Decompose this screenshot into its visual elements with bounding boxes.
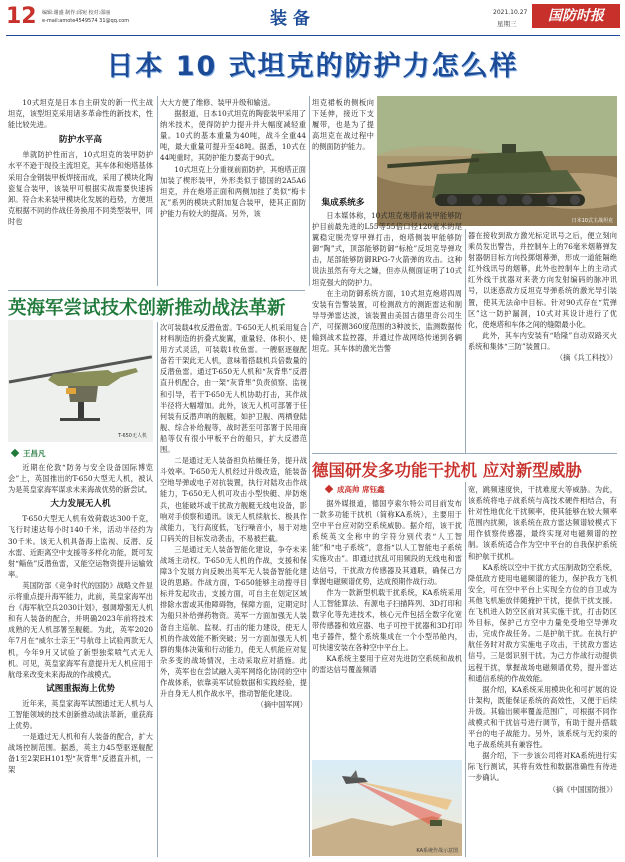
header-rule [6, 35, 620, 36]
a1-paragraph: 据报道，日本10式坦克的陶瓷装甲采用了纳米技术，使得防护力提升并大幅度减轻重量。10式的基本重量为40吨，战斗全重44吨，最大重量可提升至48吨。据悉，10式在44吨重时，其防护能力要高于90式。 [160, 109, 306, 163]
a3-paragraph: 作为一款新型机载干扰系统，KA系统采用人工智能算法、有源电子扫描阵列、3D打印和数字化等先进技术，核心元件包括全数字化宽带传感器和效应器、电子可控干扰器和3D打印电子器件，整个系统集成在一个小型吊舱内，可快速安装在各种空中平台上。 [312, 587, 462, 653]
article1-title: 日本 10 式坦克的防护力怎么样 [106, 51, 519, 82]
editor-credits: 编辑:谢盛 制作:邱宛 校对:邵丽 [42, 10, 111, 16]
ka-system-illustration [312, 760, 462, 856]
a1-subheading: 防护水平高 [59, 135, 102, 146]
article3-col2 [468, 484, 617, 795]
a1-paragraph: 10式坦克是日本自主研发的新一代主战坦克，该型坦克采用诸多革命性的新技术，性能比较先进。 [8, 98, 153, 130]
a1-paragraph: 在主动防御系统方面，10式坦克炮塔四周安装有告警装置，可检测敌方的测距雷达和制导导弹雷达波，该装置由美国古德里奇公司生产，可探测360度范围的3种波长，监测数据传输到战术监控器，并通过作战网络传递到各辆坦克。其车体的激光告警 [312, 288, 462, 354]
article2-col2 [160, 322, 307, 710]
a2-subheading: 试图重振海上优势 [46, 683, 115, 694]
a1-source: （摘《兵工科技》） [555, 353, 617, 363]
article1-col4 [468, 230, 617, 363]
tank-photo [377, 96, 617, 226]
author-icon [325, 485, 333, 493]
a2-paragraph: T-650大型无人机有效荷载达300千克，飞行时速达每小时140千米，活动半径约为30千米。该无人机具备海上监视、反潜、反水雷、近距离空中支援等多样化功能，既可发射“鲻鱼”反潜鱼雷，又能空运物资提升运输效率。 [8, 514, 153, 579]
a2-author-name: 王昌凡 [23, 449, 46, 458]
article3-title: 德国研发多功能干扰机 应对新型威胁 [312, 461, 582, 480]
a1-paragraph: 此外，其车内安装有“哈隆”自动双路灭火系统和集体“三防”装置口。 [468, 330, 617, 351]
issue-date: 2021.10.27 [493, 9, 528, 16]
editor-email: e-mail:amote4549574 31@qq.com [42, 18, 130, 24]
masthead-logo: 国防时报 [532, 4, 620, 28]
author-icon [11, 449, 19, 457]
article-divider [8, 290, 305, 291]
page-number: 12 [6, 4, 37, 29]
article3-col1 [312, 498, 462, 676]
a3-paragraph: KA系统主要用于应对先进防空系统和战机的雷达信号覆盖频谱 [312, 654, 462, 675]
a2-paragraph: 近年来，英皇家海军试图通过无人机与人工智能领域的技术创新推动战法革新，重获海上优势。 [8, 698, 153, 731]
drone-image [8, 320, 153, 442]
article1-col3 [312, 97, 374, 209]
a1-paragraph: 单就防护性而言，10式坦克的装甲防护水平不逊于现役主流坦克，其车体和炮塔基体采用合金钢装甲板焊接而成，采用了模块化陶瓷复合装甲，该装甲可根据实战需要快速拆卸。符合未来装甲模块化发展的趋势，方便坦克根据不同的作战任务换用不同类型装甲，同时也 [8, 150, 153, 226]
a1-paragraph: 器在接收到敌方激光标定讯号之后，便立刻向乘员发出警告，并控制车上的76毫米烟幕弹发射器朝目标方向投掷烟幕弹，形成一道能隔绝红外线讯号的烟幕，此外也控制车上的主动式红外线干扰器对来袭方向发射编码的脉冲讯号，以迷惑敌方反坦克导弹系统的激光导引装置，使其无法命中目标。针对90式存在“荒弹区”这一防护漏洞，10式对其设计进行了优化，使炮塔和车体之间的缝隙最小化。 [468, 231, 617, 329]
article2-title: 英海军尝试技术创新推动战法革新 [8, 298, 286, 319]
a2-paragraph: 次可装载4枚反潜鱼雷。T-650无人机采用复合材料制造的折叠式旋翼，重量轻、体积小、使用方式灵活，可装载1枚鱼雷。一艘驱逐舰配备若干架此无人机，意味着搭载机兵倍数量的反潜鱼雷。通过T-650无人机和“灰背隼”反潜直升机配合，由一架“灰背隼”负责侦察、监视和引导，若干T-650无人机协助打击，其作战半径将大幅增加。此外，该无人机可部署于任何装有反潜声呐的舰艇，如护卫舰、两栖登陆舰、综合补给舰等，战时甚至可部署于民用商船等仅有很小甲板平台的船只，扩大反潜范围。 [160, 323, 307, 455]
issue-weekday: 星期三 [497, 20, 517, 28]
a3-paragraph: 据介绍，下一步该公司将对KA系统进行实际飞行测试，其将有效性和数据准确性有待进一步确认。 [468, 751, 617, 783]
a1-paragraph: 大大方便了维修、装甲升级和输送。 [160, 98, 276, 107]
a1-paragraph: 坦克裙板的侧板向下延伸，接近下支履带，也是为了提高坦克在战过程中的侧面防护能力。 [312, 98, 374, 152]
tank-photo-caption: 日本10式主战坦克 [571, 218, 613, 224]
a1-subheading-2: 集成系统多 [321, 198, 365, 208]
article-divider [312, 453, 617, 454]
a2-paragraph: 近期在伦敦“防务与安全设备国际博览会”上，英国推出的T-650大型无人机，被认为是英皇家海军谋求未来海战优势的新尝试。 [8, 463, 153, 495]
a2-paragraph: 二是通过无人装备担负枯燥任务，提升战斗效率。T-650无人机经过升级改造，能装备空地导弹或电子对抗装置，执行对陆攻击作战能力，T-650无人机可攻击小型快艇、岸防炮兵，也能破坏或干扰敌方舰艇无线电设备，影响对手侦察和通讯。该无人机续航长、极具作战能力，飞行高度低，飞行噪音小，易于对地口码关的目标发动袭击，不易被拦截。 [160, 456, 307, 543]
a3-paragraph: KA系统以空中干扰方式压制敌防空系统，降低敌方使用电磁频谱的能力，保护我方飞机安全，可在空中平台上实现全方位的自卫或为其他飞机施放伴随掩护干扰，提供干扰支援。在飞机进入防空区前对其实施干扰，打击防区外目标，保护己方空中力量免受地空导弹攻击，完成作战任务。二是护航干扰。在执行护航任务时对敌方实施电子攻击，干扰敌方雷达信号，三是弱识别干扰。为己方作战行动提供远程干扰，掌握战场电磁频谱优势，提升雷达和通信系统的作战效能。 [468, 562, 617, 683]
article2-col1 [8, 462, 153, 776]
ka-diagram-image [312, 760, 462, 856]
a2-subheading: 大力发展无人机 [50, 499, 111, 510]
article1-col3b [312, 210, 462, 354]
article1-col1 [8, 97, 153, 227]
a3-paragraph: 据外媒报道，德国亨索尔特公司目前发布一款多功能干扰机（简称KA系统），主要用于空中平台应对防空系统威胁。据介绍，该干扰系统英文全称中的字符分别代表“人工智能”和“电子系统”，意指“以人工智能电子系统实施攻击”。即通过扰乱可用频段的无线电和雷达信号，干扰敌方传感器及其通联，确保己方掌握电磁频谱优势，达成预期作战行动。 [312, 499, 462, 586]
a2-paragraph: 一是通过无人机和有人装备的配合，扩大战场控制范围。据悉，英主力45型驱逐舰配备1至2架EH101型“灰背隼”反潜直升机，一架 [8, 732, 153, 775]
a3-author-name: 成高帅 席钰鑫 [337, 485, 385, 494]
a1-paragraph: 日本媒体称，10式坦克炮塔前装甲能够防护目前最先进的L55等55倍口径120毫米的尾翼稳定脱壳穿甲弹打击，炮塔侧装甲能够防御“陶”式，顶部能够防御“标枪”反坦克导弹攻击，尾部能够防御RPG-7火箭弹的攻击。这种说法虽然有夸大之嫌，但亦从侧面证明了10式坦克强大的防护力。 [312, 211, 462, 287]
a3-paragraph: 宽，跳频速度快，干扰难度大等威胁。为此，该系统将电子战系统与高技术硬件相结合，有针对性地优化干扰频率，使其能够在较大频率范围内扰频，该系统在敌方雷达频谱较模式下用作侦察传感器，最终实现对电磁频谱的控制。该系统适合作为空中平台的自我保护系统和护航干扰机。 [468, 485, 617, 561]
drone-photo-caption: T-650无人机 [118, 433, 147, 439]
a2-source: （摘中国军网） [256, 700, 307, 710]
page-header [0, 0, 625, 42]
a2-paragraph: 英国防部《竞争时代的国防》战略文件显示将重点提升海军能力，此前，英皇家海军出台《海军航空兵2030计划》，强调增强无人机和有人装备的配合，并明确2023年前将技术成熟的无人机部署至舰艇。为此，英军2020年7月在“威尔士亲王”号航母上试验两款无人机，今年9月又试验了新型独桨喷气式无人机。可见，英皇家海军有意提升无人机应用于航母来改变未来海战的作战模式。 [8, 580, 153, 679]
a1-paragraph: 10式坦克上分重视前面防护，其炮塔正面加装了楔形装甲，外形类似于德国的2A5A6坦克，并在炮塔正面和两侧加挂了类似“梅卡瓦”系列的模块式附加复合装甲，使其正面防护能力有较大的提高。另外，该 [160, 164, 306, 218]
tank-image [377, 96, 617, 226]
ka-illustration-caption: KA系统作战示意图 [416, 848, 458, 854]
a3-source: （摘《中国国防报》） [548, 784, 617, 794]
a3-author [312, 484, 462, 495]
a3-paragraph: 据介绍，KA系统采用模块化和可扩展的设计架构，既能保证系统的高效性，又便于后续升级。其输出频率覆盖范围广，可根据不同作战模式和干扰信号进行调节，有助于提升搭载平台的电子战能力。另外，该系统与无约束的电子战系统具有兼容性。 [468, 684, 617, 750]
a2-author [8, 448, 153, 459]
section-title: 装 备 [270, 9, 310, 29]
drone-photo [8, 320, 153, 442]
a2-paragraph: 三是通过无人装备智能化建设，争夺未来战场主动权。T-650无人机的作战，支援和保障3个发展方向反映出英军无人装备智能化建设的思路。作战方面，T-650能够主动搜寻目标并发起攻击，支援方面，可自主在划定区域排除水雷或其他障碍物，保障方面，定期定时为船只补给弹药物资。英军一方面加强无人装备自主巡航、监视、打击的能力建设，使无人机的作战效能不断突破；另一方面加强无人机群的集体决策和行动能力，使无人机能应对复杂多变的战场情况，主动采取应对措施。此外，英军也在尝试融入美军网络化协同的空中作战体系，依靠美军试验数据和实践经验，提升自身无人机作战水平，推动智能化建设。 [160, 544, 307, 699]
article1-col2 [160, 97, 306, 219]
